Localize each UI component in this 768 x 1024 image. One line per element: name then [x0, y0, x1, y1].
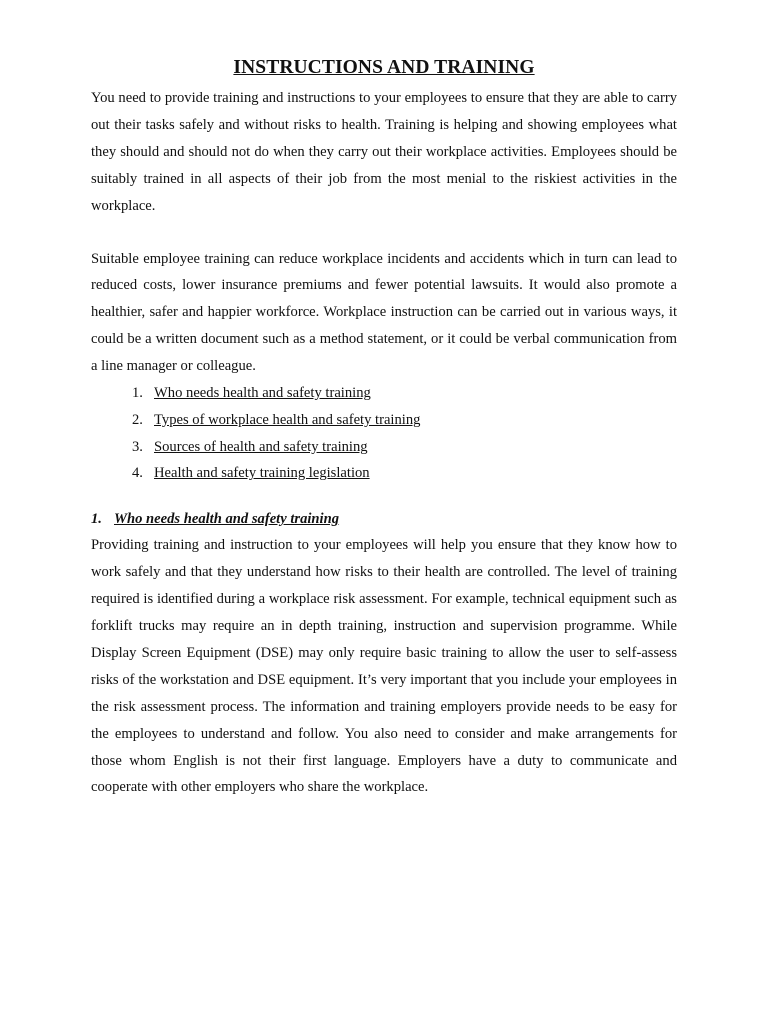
toc-item [91, 434, 677, 461]
toc-item [91, 407, 677, 434]
toc-link-types-of-training[interactable]: Types of workplace health and safety training [154, 411, 421, 428]
document-page [91, 54, 677, 801]
page-title: INSTRUCTIONS AND TRAINING [233, 57, 535, 78]
toc-item-number: 1. [132, 385, 143, 402]
toc-item-number: 3. [132, 438, 143, 455]
toc-link-training-legislation[interactable]: Health and safety training legislation [154, 465, 370, 482]
toc-item-number: 4. [132, 465, 143, 482]
section-1-title: Who needs health and safety training [114, 511, 340, 528]
toc-item-number: 2. [132, 411, 143, 428]
toc-item [91, 380, 677, 407]
table-of-contents [91, 380, 677, 487]
toc-link-who-needs-training[interactable]: Who needs health and safety training [154, 385, 371, 402]
section-1-body: Providing training and instruction to your employees will help you ensure that they know how to work safely and that they understand how risks to their health are controlled. The level of training required is identified during a workplace risk assessment. For example, technical equipment such as forklift trucks may require an in depth training, instruction and supervision programme. While Display Screen Equipment (DSE) may only require basic training to allow the user to self-assess risks of the workstation and DSE equipment. It’s very important that you include your employees in the risk assessment process. The information and training employers provide needs to be easy for the employees to understand and follow. You also need to consider and make arrangements for those whom English is not their first language. Employers have a duty to communicate and cooperate with other employers who share the workplace. [91, 537, 677, 796]
intro-paragraph-1: You need to provide training and instructions to your employees to ensure that they are able to carry out their tasks safely and without risks to health. Training is helping and showing employees what they should and should not do when they carry out their workplace activities. Employees should be suitably trained in all aspects of their job from the most menial to the riskiest activities in the workplace. [91, 90, 677, 214]
section-1-number: 1. [91, 511, 102, 528]
intro-paragraph-2: Suitable employee training can reduce workplace incidents and accidents which in turn can lead to reduced costs, lower insurance premiums and fewer potential lawsuits. It would also promote a healthier, safer and happier workforce. Workplace instruction can be carried out in various ways, it could be a written document such as a method statement, or it could be verbal communication from a line manager or colleague. [91, 250, 677, 375]
section-1-heading [91, 506, 677, 532]
paragraph-spacer [91, 220, 677, 246]
toc-item [91, 460, 677, 487]
toc-link-sources-of-training[interactable]: Sources of health and safety training [154, 438, 368, 455]
